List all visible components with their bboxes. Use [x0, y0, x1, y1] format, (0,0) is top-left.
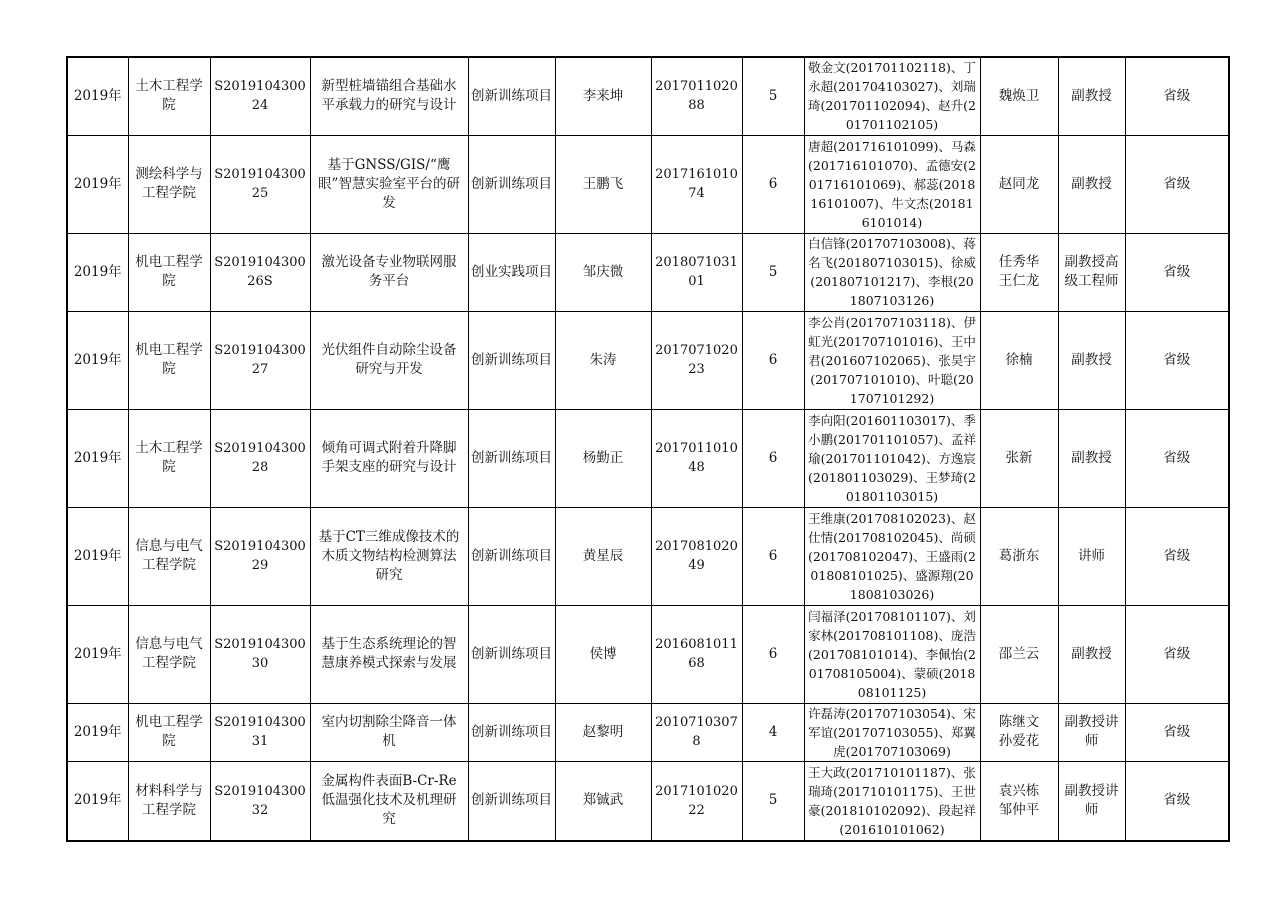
leader-name-cell: 侯博	[555, 605, 651, 703]
project-type-cell: 创新训练项目	[468, 409, 555, 507]
member-count-cell: 6	[742, 605, 804, 703]
table-row	[67, 311, 1229, 409]
advisor-rank-cell: 副教授讲师	[1058, 703, 1125, 761]
project-title-cell: 金属构件表面B-Cr-Re低温强化技术及机理研究	[310, 761, 468, 841]
project-code-cell: S201910430030	[210, 605, 310, 703]
project-level-cell: 省级	[1125, 135, 1229, 233]
leader-student-id-cell: 201708102049	[651, 507, 742, 605]
members-cell: 敬金文(201701102118)、丁永超(201704103027)、刘瑞琦(201701102094)、赵升(201701102105)	[804, 57, 980, 135]
leader-name-cell: 朱涛	[555, 311, 651, 409]
college-cell: 信息与电气工程学院	[128, 507, 210, 605]
member-count-cell: 6	[742, 507, 804, 605]
project-table	[66, 56, 1230, 842]
members-cell: 王大政(201710101187)、张瑞琦(201710101175)、王世豪(201810102092)、段起祥(201610101062)	[804, 761, 980, 841]
advisor-cell: 葛浙东	[980, 507, 1058, 605]
project-type-cell: 创新训练项目	[468, 761, 555, 841]
project-title-cell: 室内切割除尘降音一体机	[310, 703, 468, 761]
leader-student-id-cell: 201710102022	[651, 761, 742, 841]
advisor-cell: 陈继文 孙爱花	[980, 703, 1058, 761]
project-code-cell: S201910430028	[210, 409, 310, 507]
advisor-cell: 袁兴栋 邹仲平	[980, 761, 1058, 841]
year-cell: 2019年	[67, 761, 128, 841]
project-type-cell: 创业实践项目	[468, 233, 555, 311]
table-row	[67, 409, 1229, 507]
year-cell: 2019年	[67, 135, 128, 233]
project-level-cell: 省级	[1125, 605, 1229, 703]
advisor-rank-cell: 副教授高级工程师	[1058, 233, 1125, 311]
leader-name-cell: 邹庆微	[555, 233, 651, 311]
college-cell: 测绘科学与工程学院	[128, 135, 210, 233]
leader-name-cell: 黄星辰	[555, 507, 651, 605]
college-cell: 机电工程学院	[128, 233, 210, 311]
leader-student-id-cell: 201608101168	[651, 605, 742, 703]
year-cell: 2019年	[67, 311, 128, 409]
table-row	[67, 233, 1229, 311]
college-cell: 土木工程学院	[128, 57, 210, 135]
college-cell: 信息与电气工程学院	[128, 605, 210, 703]
advisor-rank-cell: 副教授	[1058, 135, 1125, 233]
project-table-sheet	[66, 56, 1230, 842]
advisor-cell: 魏焕卫	[980, 57, 1058, 135]
advisor-cell: 邵兰云	[980, 605, 1058, 703]
advisor-rank-cell: 副教授	[1058, 409, 1125, 507]
advisor-cell: 张新	[980, 409, 1058, 507]
project-title-cell: 基于生态系统理论的智慧康养模式探索与发展	[310, 605, 468, 703]
leader-name-cell: 王鹏飞	[555, 135, 651, 233]
leader-student-id-cell: 201707102023	[651, 311, 742, 409]
project-code-cell: S201910430024	[210, 57, 310, 135]
year-cell: 2019年	[67, 233, 128, 311]
project-type-cell: 创新训练项目	[468, 703, 555, 761]
member-count-cell: 5	[742, 233, 804, 311]
college-cell: 机电工程学院	[128, 311, 210, 409]
project-level-cell: 省级	[1125, 409, 1229, 507]
members-cell: 李向阳(201601103017)、季小鹏(201701101057)、孟祥瑜(201701101042)、方逸宸(201801103029)、王梦琦(201801103015)	[804, 409, 980, 507]
member-count-cell: 5	[742, 761, 804, 841]
project-code-cell: S201910430025	[210, 135, 310, 233]
advisor-rank-cell: 副教授	[1058, 605, 1125, 703]
project-title-cell: 基于CT三维成像技术的木质文物结构检测算法研究	[310, 507, 468, 605]
project-code-cell: S201910430029	[210, 507, 310, 605]
advisor-cell: 任秀华 王仁龙	[980, 233, 1058, 311]
year-cell: 2019年	[67, 703, 128, 761]
leader-name-cell: 李来坤	[555, 57, 651, 135]
project-level-cell: 省级	[1125, 311, 1229, 409]
project-title-cell: 倾角可调式附着升降脚手架支座的研究与设计	[310, 409, 468, 507]
members-cell: 唐超(201716101099)、马森(201716101070)、孟德安(201716101069)、郝蕊(201816101007)、牛文杰(201816101014)	[804, 135, 980, 233]
leader-student-id-cell: 201716101074	[651, 135, 742, 233]
table-row	[67, 57, 1229, 135]
leader-name-cell: 郑铖武	[555, 761, 651, 841]
project-type-cell: 创新训练项目	[468, 507, 555, 605]
project-title-cell: 新型桩墙锚组合基础水平承载力的研究与设计	[310, 57, 468, 135]
member-count-cell: 6	[742, 409, 804, 507]
project-level-cell: 省级	[1125, 703, 1229, 761]
project-level-cell: 省级	[1125, 761, 1229, 841]
college-cell: 土木工程学院	[128, 409, 210, 507]
table-row	[67, 703, 1229, 761]
leader-name-cell: 杨勤正	[555, 409, 651, 507]
table-row	[67, 605, 1229, 703]
year-cell: 2019年	[67, 57, 128, 135]
project-type-cell: 创新训练项目	[468, 57, 555, 135]
project-code-cell: S201910430031	[210, 703, 310, 761]
project-title-cell: 激光设备专业物联网服务平台	[310, 233, 468, 311]
project-level-cell: 省级	[1125, 233, 1229, 311]
project-code-cell: S2019104300 26S	[210, 233, 310, 311]
project-title-cell: 基于GNSS/GIS/“鹰眼”智慧实验室平台的研发	[310, 135, 468, 233]
members-cell: 李公肖(201707103118)、伊虹光(201707101016)、王中君(201607102065)、张昊宇(201707101010)、叶聪(201707101292)	[804, 311, 980, 409]
year-cell: 2019年	[67, 409, 128, 507]
project-type-cell: 创新训练项目	[468, 605, 555, 703]
members-cell: 白信锋(201707103008)、蒋名飞(201807103015)、徐威(201807101217)、李根(201807103126)	[804, 233, 980, 311]
advisor-rank-cell: 副教授	[1058, 311, 1125, 409]
project-type-cell: 创新训练项目	[468, 311, 555, 409]
advisor-cell: 赵同龙	[980, 135, 1058, 233]
college-cell: 机电工程学院	[128, 703, 210, 761]
project-level-cell: 省级	[1125, 507, 1229, 605]
table-row	[67, 507, 1229, 605]
member-count-cell: 6	[742, 135, 804, 233]
member-count-cell: 4	[742, 703, 804, 761]
table-row	[67, 135, 1229, 233]
members-cell: 许磊涛(201707103054)、宋军谊(201707103055)、郑翼虎(201707103069)	[804, 703, 980, 761]
advisor-rank-cell: 讲师	[1058, 507, 1125, 605]
college-cell: 材料科学与工程学院	[128, 761, 210, 841]
leader-student-id-cell: 201701102088	[651, 57, 742, 135]
project-title-cell: 光伏组件自动除尘设备研究与开发	[310, 311, 468, 409]
leader-name-cell: 赵黎明	[555, 703, 651, 761]
advisor-rank-cell: 副教授	[1058, 57, 1125, 135]
leader-student-id-cell: 20107103078	[651, 703, 742, 761]
table-body	[67, 57, 1229, 841]
advisor-cell: 徐楠	[980, 311, 1058, 409]
advisor-rank-cell: 副教授讲师	[1058, 761, 1125, 841]
year-cell: 2019年	[67, 507, 128, 605]
project-code-cell: S201910430027	[210, 311, 310, 409]
table-row	[67, 761, 1229, 841]
members-cell: 王维康(201708102023)、赵仕情(201708102045)、尚硕(201708102047)、王盛雨(201808101025)、盛源翔(201808103026)	[804, 507, 980, 605]
leader-student-id-cell: 201807103101	[651, 233, 742, 311]
project-code-cell: S201910430032	[210, 761, 310, 841]
year-cell: 2019年	[67, 605, 128, 703]
member-count-cell: 6	[742, 311, 804, 409]
leader-student-id-cell: 201701101048	[651, 409, 742, 507]
project-level-cell: 省级	[1125, 57, 1229, 135]
member-count-cell: 5	[742, 57, 804, 135]
project-type-cell: 创新训练项目	[468, 135, 555, 233]
members-cell: 闫福泽(201708101107)、刘家林(201708101108)、庞浩(201708101014)、李佩怡(201708105004)、蒙硕(201808101125)	[804, 605, 980, 703]
